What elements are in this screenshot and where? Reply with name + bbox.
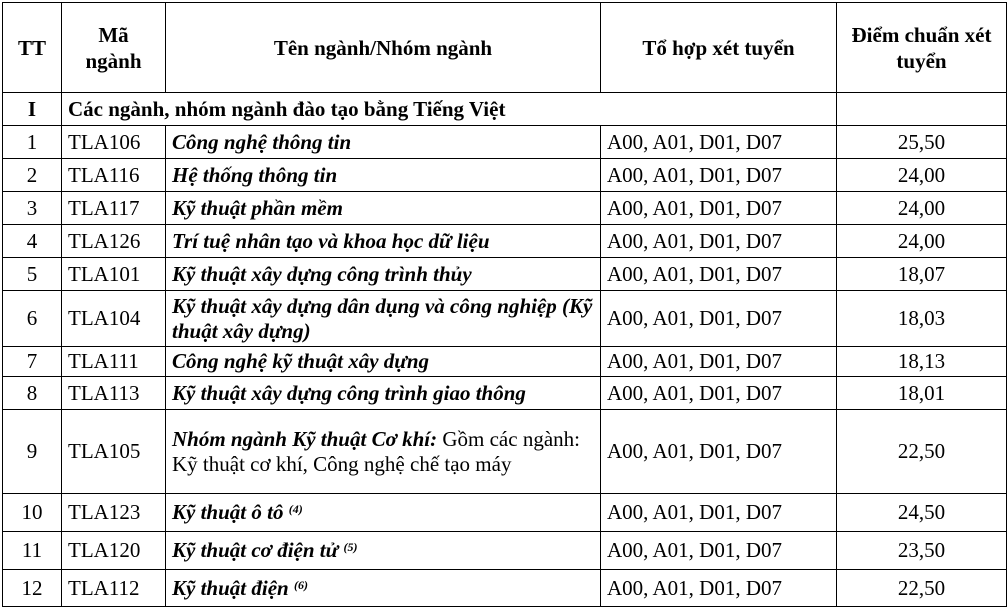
row-name: Nhóm ngành Kỹ thuật Cơ khí: (172, 426, 438, 451)
table-row (3, 532, 1007, 570)
row-tt: 6 (3, 291, 62, 347)
row-name: Kỹ thuật ô tô (172, 500, 284, 524)
row-code: TLA113 (62, 377, 166, 410)
admission-scores-table (2, 2, 1007, 607)
row-code: TLA123 (62, 494, 166, 532)
table-row (3, 494, 1007, 532)
row-score: 23,50 (837, 532, 1007, 570)
row-code: TLA116 (62, 159, 166, 192)
section-title: Các ngành, nhóm ngành đào tạo bằng Tiếng Việt (62, 93, 837, 126)
row-score: 24,00 (837, 192, 1007, 225)
row-code: TLA101 (62, 258, 166, 291)
row-name-extra: Gồm các ngành: Kỹ thuật cơ khí, Công nghệ chế tạo máy (172, 426, 580, 476)
row-name: Kỹ thuật cơ điện tử (172, 538, 339, 562)
row-tt: 5 (3, 258, 62, 291)
footnote-marker: (5) (343, 540, 358, 554)
row-combo: A00, A01, D01, D07 (601, 258, 837, 291)
row-name: Công nghệ thông tin (166, 126, 601, 159)
row-combo: A00, A01, D01, D07 (601, 532, 837, 570)
row-score: 18,01 (837, 377, 1007, 410)
row-code: TLA111 (62, 347, 166, 377)
header-code: Mã ngành (62, 3, 166, 93)
row-name-cell (166, 570, 601, 607)
row-tt: 10 (3, 494, 62, 532)
row-code: TLA112 (62, 570, 166, 607)
row-tt: 7 (3, 347, 62, 377)
row-combo: A00, A01, D01, D07 (601, 126, 837, 159)
row-combo: A00, A01, D01, D07 (601, 494, 837, 532)
row-tt: 3 (3, 192, 62, 225)
row-tt: 8 (3, 377, 62, 410)
row-tt: 11 (3, 532, 62, 570)
table-row (3, 410, 1007, 494)
table-row (3, 126, 1007, 159)
section-number: I (3, 93, 62, 126)
row-combo: A00, A01, D01, D07 (601, 570, 837, 607)
row-combo: A00, A01, D01, D07 (601, 291, 837, 347)
table-row (3, 192, 1007, 225)
row-score: 25,50 (837, 126, 1007, 159)
row-code: TLA117 (62, 192, 166, 225)
row-name-cell (166, 410, 601, 494)
row-name: Hệ thống thông tin (166, 159, 601, 192)
table-row (3, 225, 1007, 258)
row-code: TLA126 (62, 225, 166, 258)
row-score: 18,13 (837, 347, 1007, 377)
table-row (3, 377, 1007, 410)
footnote-marker: (6) (293, 577, 308, 592)
row-score: 24,00 (837, 159, 1007, 192)
section-row (3, 93, 1007, 126)
row-score: 22,50 (837, 410, 1007, 494)
header-name: Tên ngành/Nhóm ngành (166, 3, 601, 93)
row-name-cell (166, 532, 601, 570)
row-score: 24,00 (837, 225, 1007, 258)
row-score: 24,50 (837, 494, 1007, 532)
header-row (3, 3, 1007, 93)
row-code: TLA104 (62, 291, 166, 347)
row-combo: A00, A01, D01, D07 (601, 347, 837, 377)
row-combo: A00, A01, D01, D07 (601, 377, 837, 410)
table-row (3, 291, 1007, 347)
row-name: Kỹ thuật điện (172, 575, 289, 600)
row-score: 22,50 (837, 570, 1007, 607)
row-tt: 12 (3, 570, 62, 607)
row-tt: 2 (3, 159, 62, 192)
table-row (3, 347, 1007, 377)
table-row (3, 570, 1007, 607)
row-tt: 4 (3, 225, 62, 258)
row-tt: 9 (3, 410, 62, 494)
header-tt: TT (3, 3, 62, 93)
table-row (3, 159, 1007, 192)
row-name: Kỹ thuật xây dựng công trình thủy (166, 258, 601, 291)
row-code: TLA105 (62, 410, 166, 494)
row-combo: A00, A01, D01, D07 (601, 410, 837, 494)
section-empty-cell (837, 93, 1007, 126)
footnote-marker: (4) (288, 502, 303, 516)
table-row (3, 258, 1007, 291)
row-combo: A00, A01, D01, D07 (601, 225, 837, 258)
row-name: Trí tuệ nhân tạo và khoa học dữ liệu (166, 225, 601, 258)
header-combo: Tổ hợp xét tuyển (601, 3, 837, 93)
row-score: 18,03 (837, 291, 1007, 347)
row-combo: A00, A01, D01, D07 (601, 159, 837, 192)
row-name: Kỹ thuật xây dựng công trình giao thông (166, 377, 601, 410)
row-name: Kỹ thuật xây dựng dân dụng và công nghiệp (Kỹ thuật xây dựng) (166, 291, 601, 347)
row-code: TLA120 (62, 532, 166, 570)
row-tt: 1 (3, 126, 62, 159)
row-name: Công nghệ kỹ thuật xây dựng (166, 347, 601, 377)
row-code: TLA106 (62, 126, 166, 159)
row-name-cell (166, 494, 601, 532)
row-score: 18,07 (837, 258, 1007, 291)
header-score: Điểm chuẩn xét tuyển (837, 3, 1007, 93)
row-combo: A00, A01, D01, D07 (601, 192, 837, 225)
row-name: Kỹ thuật phần mềm (166, 192, 601, 225)
